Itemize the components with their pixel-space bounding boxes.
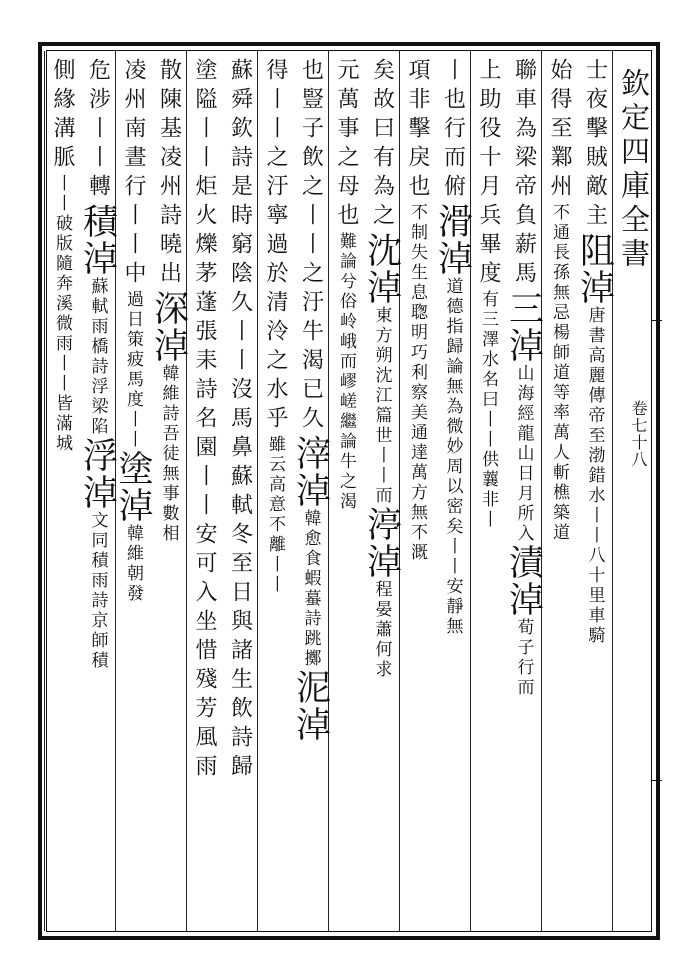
column-text: 矣故曰有為之 bbox=[369, 58, 395, 232]
column-text: 元萬事之母也 bbox=[334, 58, 359, 232]
column-text: 也豎子飲之丨丨之汙牛渴已久 bbox=[298, 58, 324, 435]
entry-heading: 塗淖 bbox=[113, 450, 153, 524]
column-text: 項非擊戾也 bbox=[405, 58, 430, 203]
column-text: 塗隘丨丨炬火爍茅蓬張耒詩名園丨丨安可入坐惜殘芳風雨 bbox=[192, 58, 217, 783]
column-text: 丨丨破版隨奔溪 bbox=[52, 174, 72, 314]
column-text: 程晏蕭何求 bbox=[371, 580, 392, 680]
text-column bbox=[468, 58, 508, 930]
entry-heading: 積淖 bbox=[77, 203, 118, 277]
column-text: 荀子行而 bbox=[513, 618, 534, 698]
column-text: 有三澤水名曰丨丨 bbox=[478, 290, 498, 450]
column-text: 始得至鄴州 bbox=[547, 58, 572, 203]
text-column bbox=[575, 58, 615, 930]
text-column bbox=[433, 58, 473, 930]
column-text: 蘇舜欽詩是時窮陰久丨丨沒馬鼻蘇軾冬至日與諸生飲詩歸 bbox=[227, 58, 253, 783]
entry-heading: 泥淖 bbox=[290, 669, 331, 743]
text-column bbox=[149, 58, 189, 930]
column-text: 不通長孫無忌楊師道等率萬人斬樵築道 bbox=[549, 203, 569, 543]
column-text: 凌州南晝行丨丨中 bbox=[121, 58, 146, 290]
entry-heading: 滓淖 bbox=[290, 435, 331, 509]
column-text: 蘇軾雨橋詩浮梁陷 bbox=[87, 277, 108, 437]
column-text: 得丨丨之汙寧過於清泠之水乎 bbox=[263, 58, 288, 435]
column-text: 韓維詩吾徒無事數相 bbox=[158, 364, 179, 544]
column-text: 丨也行而俯 bbox=[440, 58, 466, 203]
entry-heading: 深淖 bbox=[148, 290, 189, 364]
entry-heading: 沈淖 bbox=[361, 232, 402, 306]
text-column bbox=[291, 58, 331, 930]
entry-heading: 浮淖 bbox=[77, 437, 118, 511]
column-text: 危涉丨丨轉 bbox=[85, 58, 111, 203]
column-text: 文同積雨詩京師積 bbox=[87, 511, 108, 671]
text-column bbox=[184, 58, 224, 930]
column-text: 難論兮俗岭峨而嵺嵯 bbox=[336, 232, 356, 412]
text-column bbox=[113, 58, 153, 930]
text-column bbox=[255, 58, 295, 930]
text-column bbox=[220, 58, 260, 930]
text-column bbox=[78, 58, 118, 930]
column-text: 聯車為梁帝負薪馬 bbox=[511, 58, 537, 290]
column-text: 唐書高麗傳帝至渤錯水丨丨八十里車騎 bbox=[584, 306, 605, 646]
text-column bbox=[326, 58, 366, 930]
entry-heading: 渟淖 bbox=[361, 506, 402, 580]
entry-heading: 漬淖 bbox=[503, 544, 544, 618]
column-text: 散陳基凌州詩曉出 bbox=[156, 58, 182, 290]
entry-heading: 三淖 bbox=[503, 290, 544, 364]
column-text: 韓維朝發 bbox=[123, 524, 143, 604]
column-text: 東方朔沈江篇世丨丨而 bbox=[371, 306, 392, 506]
header-notch bbox=[652, 780, 662, 781]
volume-number: 卷七十八 bbox=[629, 400, 648, 468]
column-text: 供蘘非丨 bbox=[478, 450, 498, 530]
entry-heading: 滑淖 bbox=[432, 203, 473, 277]
column-text: 繼論牛之渴 bbox=[336, 412, 356, 512]
text-column bbox=[42, 58, 82, 930]
column-text: 韓愈食蝦蟇詩跳擲 bbox=[300, 509, 321, 669]
column-text: 不制失生息聦明巧利察美通達萬方無不溉 bbox=[407, 203, 427, 563]
column-text: 士夜擊賊敵主 bbox=[582, 58, 608, 232]
column-text: 上助役十月兵畢度 bbox=[476, 58, 501, 290]
column-text: 微雨丨丨皆滿城 bbox=[52, 314, 72, 454]
text-column bbox=[539, 58, 579, 930]
text-column bbox=[504, 58, 544, 930]
text-column bbox=[362, 58, 402, 930]
column-text: 山海經龍山日月所入 bbox=[513, 364, 534, 544]
column-text: 過日策疲馬度丨丨 bbox=[123, 290, 143, 450]
column-text: 側緣溝脈 bbox=[50, 58, 75, 174]
book-title: 欽定四庫全書 bbox=[617, 68, 651, 272]
text-column bbox=[397, 58, 437, 930]
column-text: 雖云高意不離丨丨 bbox=[265, 435, 285, 595]
header-notch bbox=[652, 320, 662, 321]
column-text: 道德指歸論無為微妙周以密矣丨丨安靜無 bbox=[442, 277, 463, 637]
entry-heading: 阻淖 bbox=[574, 232, 615, 306]
